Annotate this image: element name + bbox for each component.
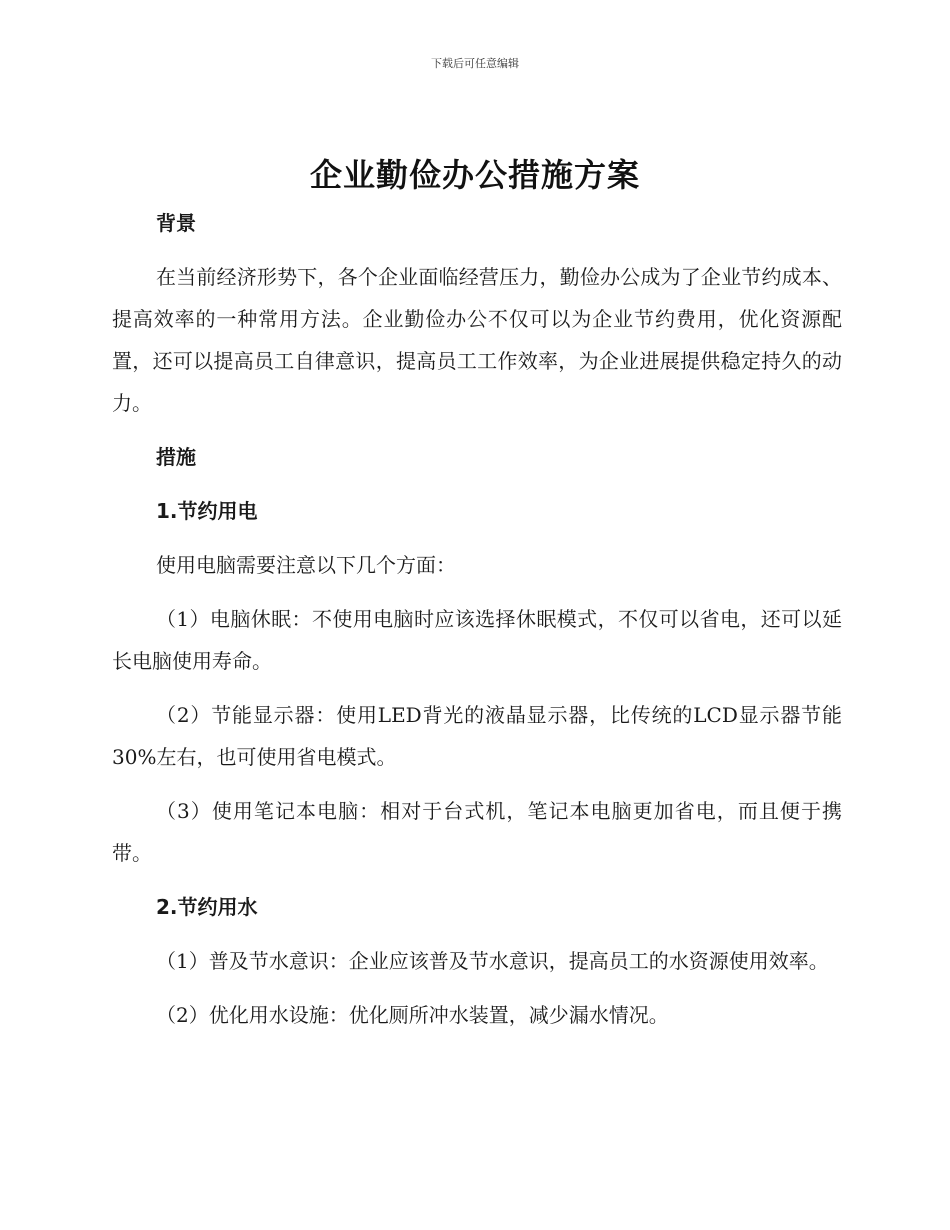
section-heading-measures: 措施 [156, 445, 196, 469]
subsection-heading-electricity: 1.节约用电 [156, 499, 258, 523]
subsection-heading-water: 2.节约用水 [156, 895, 258, 919]
document-title: 企业勤俭办公措施方案 [309, 156, 640, 194]
document-body [112, 202, 842, 1048]
electricity-item: （1）电脑休眠：不使用电脑时应该选择休眠模式，不仅可以省电，还可以延长电脑使用寿命。 [112, 607, 842, 673]
water-item: （2）优化用水设施：优化厕所冲水装置，减少漏水情况。 [156, 1003, 669, 1027]
water-item: （1）普及节水意识：企业应该普及节水意识，提高员工的水资源使用效率。 [156, 949, 829, 973]
electricity-item: （2）节能显示器：使用LED背光的液晶显示器，比传统的LCD显示器节能30%左右，也可使用省电模式。 [112, 703, 842, 769]
electricity-intro: 使用电脑需要注意以下几个方面： [156, 553, 456, 577]
background-paragraph: 在当前经济形势下，各个企业面临经营压力，勤俭办公成为了企业节约成本、提高效率的一种常用方法。企业勤俭办公不仅可以为企业节约费用，优化资源配置，还可以提高员工自律意识，提高员工工作效率，为企业进展提供稳定持久的动力。 [112, 265, 842, 415]
section-heading-background: 背景 [156, 211, 196, 235]
header-note: 下载后可任意编辑 [431, 57, 519, 70]
electricity-item: （3）使用笔记本电脑：相对于台式机，笔记本电脑更加省电，而且便于携带。 [112, 799, 842, 865]
